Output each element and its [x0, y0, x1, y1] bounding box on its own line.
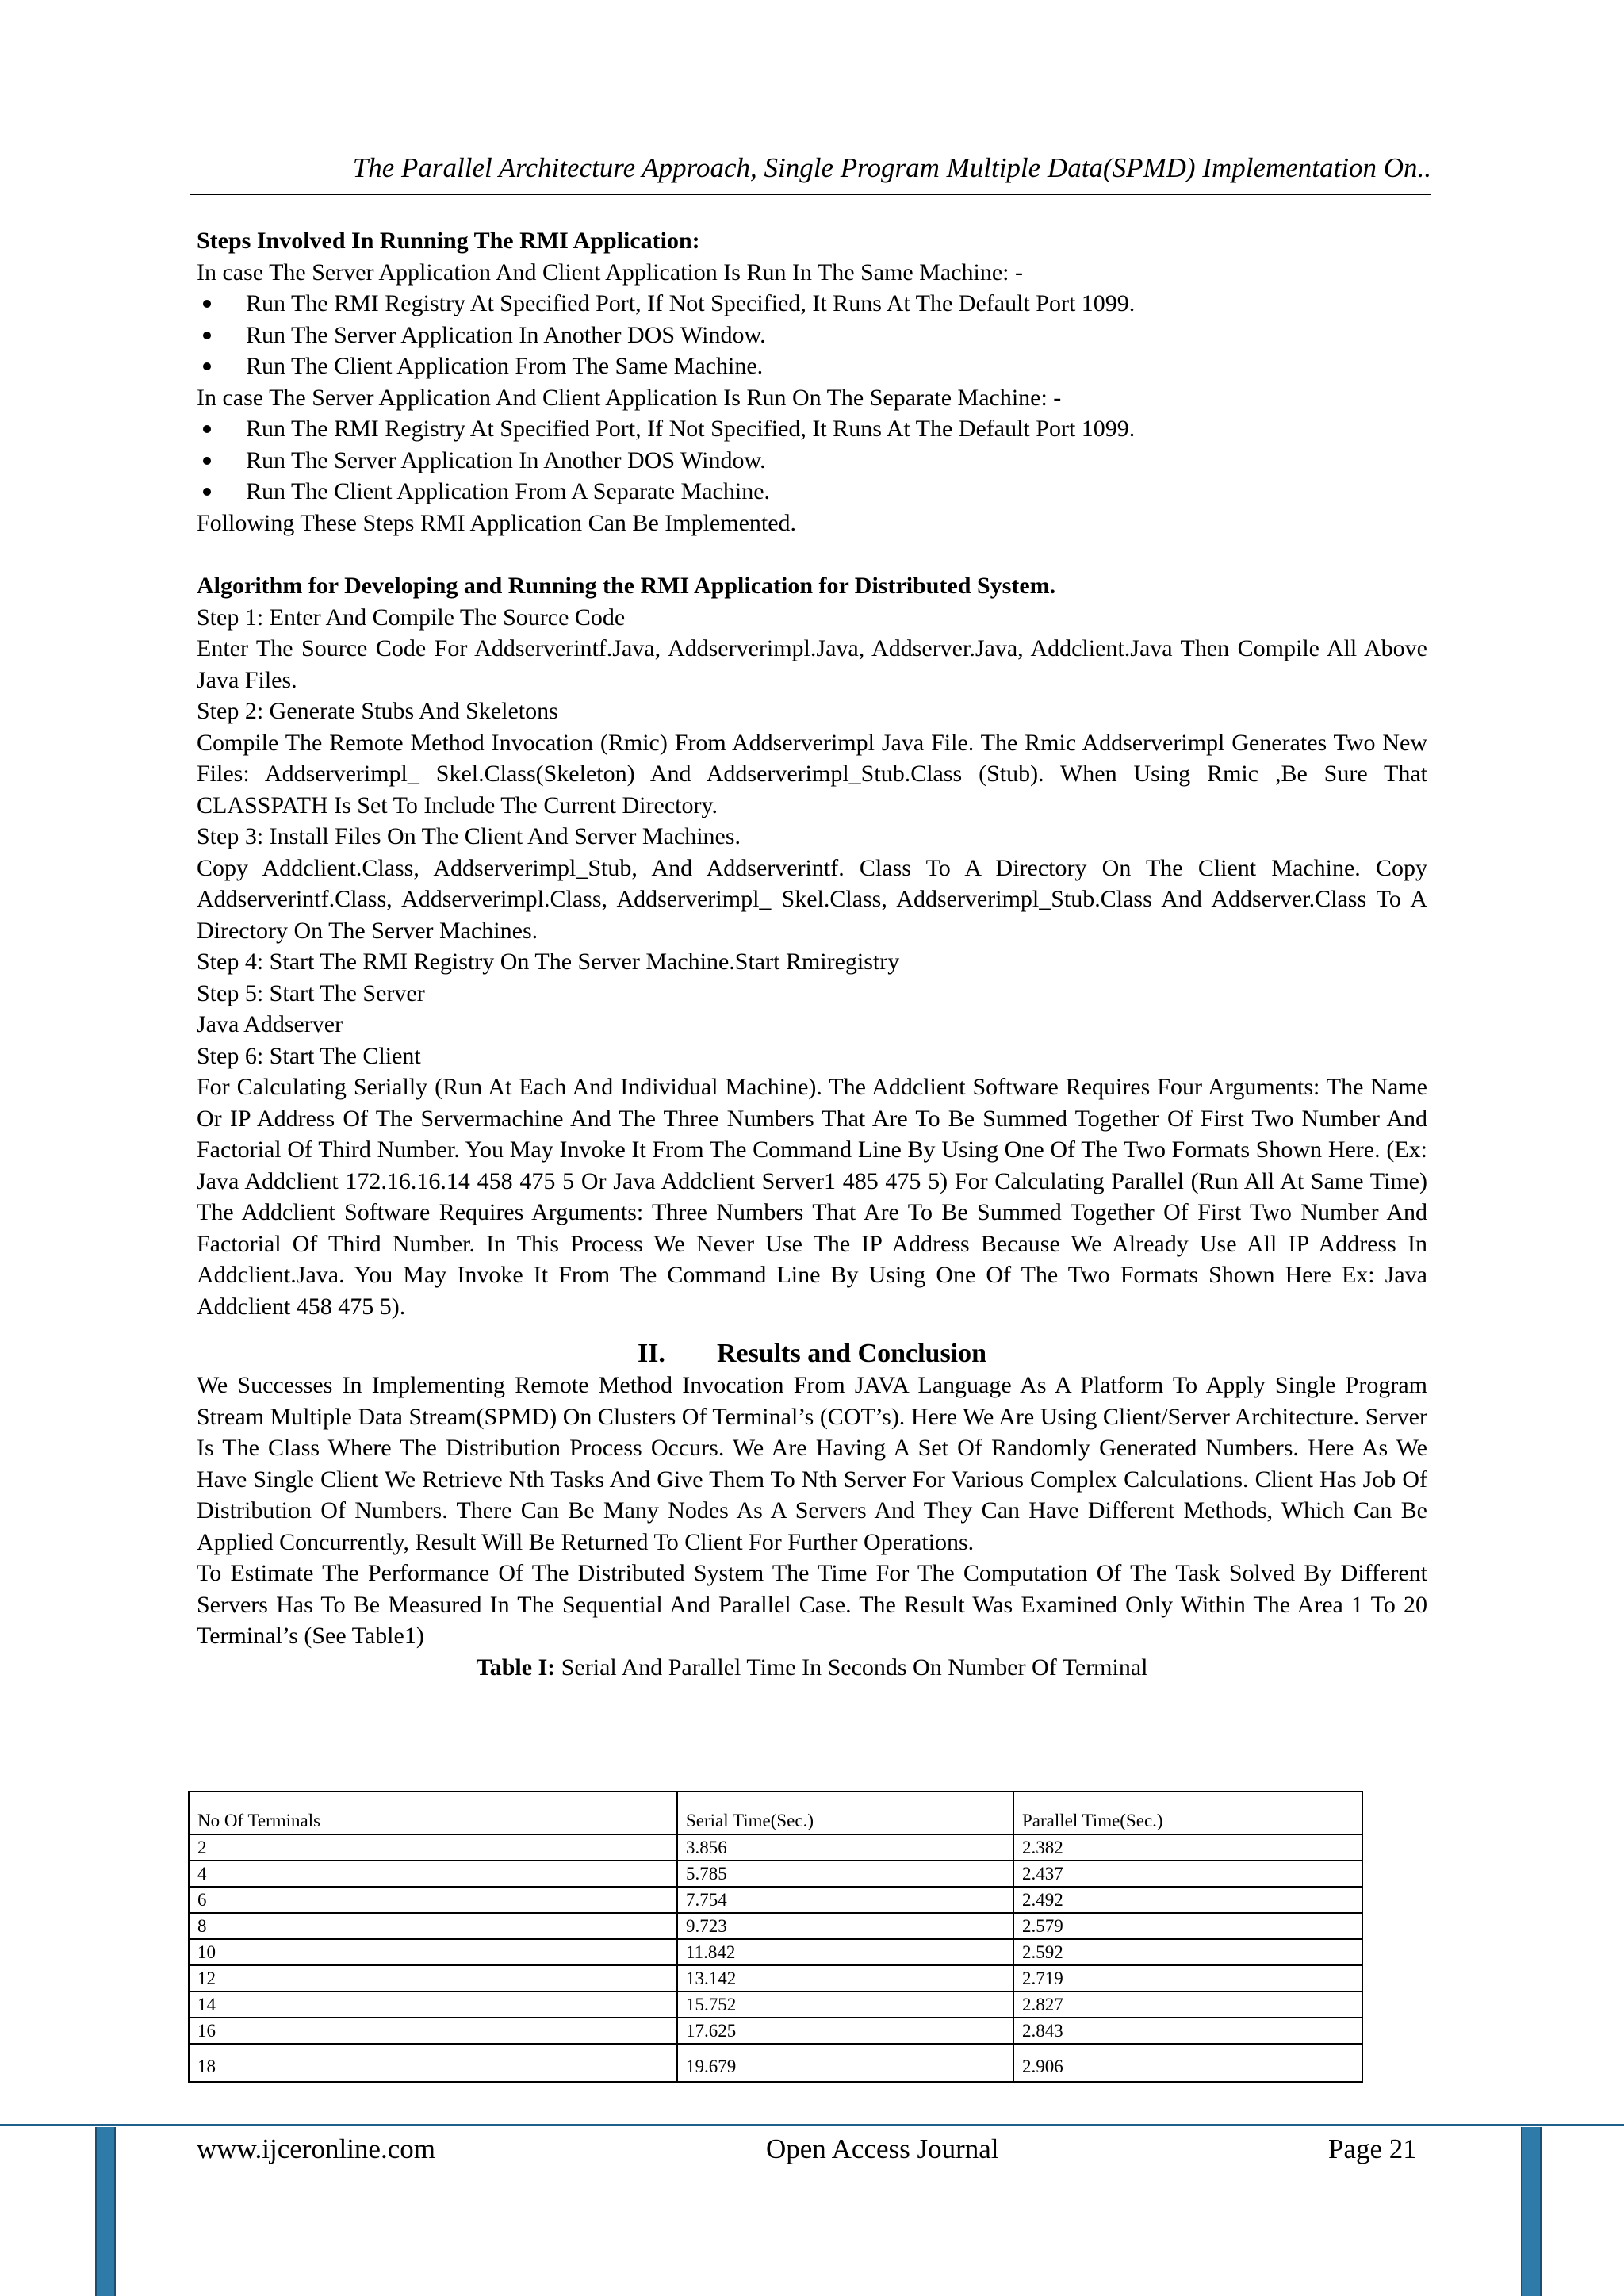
- bullet-icon: [203, 362, 211, 370]
- footer-website: www.ijceronline.com: [197, 2133, 435, 2164]
- step5-title: Step 5: Start The Server: [197, 979, 425, 1006]
- bullet-icon: [203, 488, 211, 496]
- spacer: [197, 539, 1427, 570]
- header-rule: [190, 194, 1431, 195]
- table-header-row: [189, 1792, 1362, 1834]
- step6-title: Step 6: Start The Client: [197, 1042, 421, 1069]
- steps-heading: Steps Involved In Running The RMI Application:: [197, 228, 700, 254]
- step2-title: Step 2: Generate Stubs And Skeletons: [197, 698, 558, 724]
- step1-body: Enter The Source Code For Addserverintf.Java, Addserverimpl.Java, Addserver.Java, Addclient.Java Then Compile All Above Java Files.: [197, 635, 1427, 693]
- step4-title: Step 4: Start The RMI Registry On The Server Machine.Start Rmiregistry: [197, 949, 900, 975]
- footer-page-number: Page 21: [1328, 2133, 1417, 2164]
- footer-left-bar: [95, 2127, 116, 2296]
- table-caption-label: Table I:: [476, 1654, 556, 1681]
- separate-machine-intro: In case The Server Application And Client Application Is Run On The Separate Machine: -: [197, 384, 1062, 411]
- bullet-icon: [203, 457, 211, 465]
- section-title: Results and Conclusion: [716, 1339, 987, 1368]
- separate-machine-list: [197, 413, 1427, 508]
- list-item: Run The RMI Registry At Specified Port, If Not Specified, It Runs At The Default Port 1099.: [197, 413, 1427, 445]
- step5-body: Java Addserver: [197, 1011, 343, 1037]
- header-serial-time: Serial Time(Sec.): [677, 1792, 1013, 1834]
- footer-rule: [0, 2124, 1624, 2126]
- header-terminals: No Of Terminals: [189, 1792, 677, 1834]
- step3-body: Copy Addclient.Class, Addserverimpl_Stub, And Addserverintf. Class To A Directory On The Client Machine. Copy Addserverintf.Class, Addserverimpl.Class, Addserverimpl_ Skel.Class, Addserverimpl_Stub.Class And Addserver.Class To A Directory On The Server Machines.: [197, 854, 1427, 944]
- table-row: 4 5.785 2.437: [189, 1861, 1362, 1887]
- list-item: Run The Server Application In Another DOS Window.: [197, 445, 1427, 477]
- table-row: 10 11.842 2.592: [189, 1939, 1362, 1965]
- table-caption-text: Serial And Parallel Time In Seconds On Number Of Terminal: [555, 1654, 1148, 1681]
- steps-closing: Following These Steps RMI Application Can Be Implemented.: [197, 509, 797, 536]
- same-machine-intro: In case The Server Application And Client Application Is Run In The Same Machine: -: [197, 259, 1024, 286]
- table-row: 8 9.723 2.579: [189, 1913, 1362, 1939]
- table-row: 12 13.142 2.719: [189, 1965, 1362, 1991]
- section-number: II.: [637, 1339, 665, 1368]
- step2-body: Compile The Remote Method Invocation (Rmic) From Addserverimpl Java File. The Rmic Addserverimpl Generates Two New Files: Addserverimpl_ Skel.Class(Skeleton) And Addserverimpl_Stub.Class (Stub). When Using Rmic ,Be Sure That CLASSPATH Is Set To Include The Current Directory.: [197, 729, 1427, 818]
- table-caption: [197, 1652, 1427, 1684]
- table-row: 14 15.752 2.827: [189, 1991, 1362, 2018]
- page-content: [197, 225, 1427, 1683]
- bullet-icon: [203, 332, 211, 339]
- list-item: Run The RMI Registry At Specified Port, If Not Specified, It Runs At The Default Port 1099.: [197, 288, 1427, 320]
- results-table: [188, 1791, 1363, 2083]
- results-paragraph-2: To Estimate The Performance Of The Distributed System The Time For The Computation Of The Task Solved By Different Servers Has To Be Measured In The Sequential And Parallel Case. The Result Was Examined Only Within The Area 1 To 20 Terminal’s (See Table1): [197, 1560, 1427, 1649]
- footer-right-bar: [1521, 2127, 1542, 2296]
- bullet-icon: [203, 425, 211, 433]
- step6-body: For Calculating Serially (Run At Each And Individual Machine). The Addclient Software Requires Four Arguments: The Name Or IP Address Of The Servermachine And The Three Numbers That Are To Be Summed Together Of First Two Number And Factorial Of Third Number. You May Invoke It From The Command Line By Using One Of The Two Formats Shown Here. (Ex: Java Addclient 172.16.16.14 458 475 5 Or Java Addclient Server1 485 475 5) For Calculating Parallel (Run All At Same Time) The Addclient Software Requires Arguments: Three Numbers That Are To Be Summed Together Of First Two Number And Factorial Of Third Number. In This Process We Never Use The IP Address Because We Already Use All IP Address In Addclient.Java. You May Invoke It From The Command Line By Using One Of The Two Formats Shown Here Ex: Java Addclient 458 475 5).: [197, 1074, 1427, 1320]
- list-item: Run The Client Application From A Separate Machine.: [197, 476, 1427, 508]
- footer-journal: Open Access Journal: [766, 2133, 999, 2164]
- list-item: Run The Server Application In Another DOS Window.: [197, 320, 1427, 351]
- header-parallel-time: Parallel Time(Sec.): [1013, 1792, 1362, 1834]
- table-row: 6 7.754 2.492: [189, 1887, 1362, 1913]
- running-header-title: The Parallel Architecture Approach, Single Program Multiple Data(SPMD) Implementation On..: [352, 152, 1431, 183]
- bullet-icon: [203, 300, 211, 308]
- list-item: Run The Client Application From The Same Machine.: [197, 351, 1427, 382]
- algorithm-heading: Algorithm for Developing and Running the RMI Application for Distributed System.: [197, 573, 1056, 599]
- step1-title: Step 1: Enter And Compile The Source Code: [197, 604, 626, 631]
- table-row: 16 17.625 2.843: [189, 2018, 1362, 2044]
- section-heading: [197, 1338, 1427, 1370]
- table-row: 2 3.856 2.382: [189, 1834, 1362, 1861]
- results-paragraph-1: We Successes In Implementing Remote Method Invocation From JAVA Language As A Platform To Apply Single Program Stream Multiple Data Stream(SPMD) On Clusters Of Terminal’s (COT’s). Here We Are Using Client/Server Architecture. Server Is The Class Where The Distribution Process Occurs. We Are Having A Set Of Randomly Generated Numbers. Here As We Have Single Client We Retrieve Nth Tasks And Give Them To Nth Server For Various Complex Calculations. Client Has Job Of Distribution Of Numbers. There Can Be Many Nodes As A Servers And They Can Have Different Methods, Which Can Be Applied Concurrently, Result Will Be Returned To Client For Further Operations.: [197, 1372, 1427, 1555]
- same-machine-list: [197, 288, 1427, 382]
- table-row: 18 19.679 2.906: [189, 2044, 1362, 2082]
- step3-title: Step 3: Install Files On The Client And Server Machines.: [197, 823, 741, 849]
